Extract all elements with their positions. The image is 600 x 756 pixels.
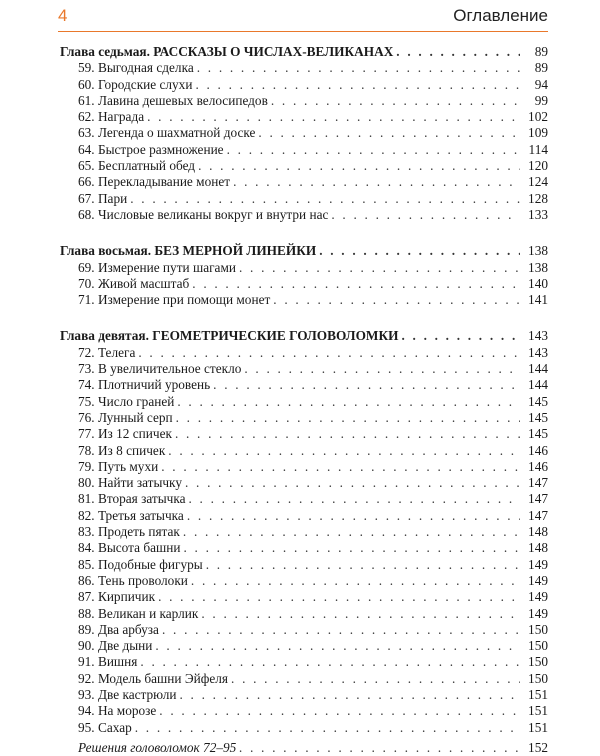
toc-entry-page: 146: [528, 458, 548, 474]
toc-entry: [60, 142, 548, 158]
toc-entry-label: 91. Вишня: [78, 654, 138, 670]
dot-leader: [273, 292, 520, 308]
dot-leader: [206, 557, 520, 573]
toc-entry-label: 84. Высота башни: [78, 540, 181, 556]
toc-entry: [60, 60, 548, 76]
toc-entry-page: 150: [528, 638, 548, 654]
toc-entry-label: 65. Бесплатный обед: [78, 158, 196, 174]
dot-leader: [198, 158, 520, 174]
chapter-heading: [60, 44, 548, 60]
toc-entry-page: 102: [528, 109, 548, 125]
toc-entry: [60, 207, 548, 223]
toc-entry-page: 149: [528, 589, 548, 605]
toc-entry-label: 61. Лавина дешевых велосипедов: [78, 92, 268, 108]
toc-entry: [60, 394, 548, 410]
chapter-gap: [60, 223, 548, 243]
toc-entry: [60, 703, 548, 719]
dot-leader: [189, 491, 521, 507]
toc-entry: [60, 125, 548, 141]
toc-entry-page: 144: [528, 377, 548, 393]
toc-entry-page: 138: [528, 259, 548, 275]
toc-entry-label: 78. Из 8 спичек: [78, 442, 166, 458]
toc-entry-page: 133: [528, 206, 548, 222]
toc-entry-label: 86. Тень проволоки: [78, 572, 188, 588]
dot-leader: [135, 720, 520, 736]
toc-entry: [60, 573, 548, 589]
toc-entry: [60, 524, 548, 540]
header-rule: [58, 31, 548, 32]
toc-entry-page: 151: [528, 686, 548, 702]
toc-entry-label: 90. Две дыни: [78, 638, 153, 654]
toc-entry-label: 95. Сахар: [78, 719, 132, 735]
toc-entry-label: 82. Третья затычка: [78, 507, 184, 523]
dot-leader: [396, 44, 520, 60]
toc-entry: [60, 654, 548, 670]
dot-leader: [244, 361, 520, 377]
toc-entry-page: 143: [528, 344, 548, 360]
dot-leader: [401, 328, 520, 344]
toc-entry: [60, 292, 548, 308]
toc-entry: [60, 638, 548, 654]
toc-entry: [60, 345, 548, 361]
chapter-heading-label: Глава девятая. ГЕОМЕТРИЧЕСКИЕ ГОЛОВОЛОМКИ: [60, 328, 399, 344]
toc-entry-page: 150: [528, 670, 548, 686]
page-number: 4: [58, 6, 68, 25]
toc-entry-label: 76. Лунный серп: [78, 409, 173, 425]
toc-entry-page: 148: [528, 540, 548, 556]
dot-leader: [130, 191, 520, 207]
toc-entry: [60, 443, 548, 459]
toc-entry-page: 146: [528, 442, 548, 458]
toc-entry: [60, 475, 548, 491]
toc-entry-label: 72. Телега: [78, 344, 136, 360]
toc-entry-label: 75. Число граней: [78, 393, 175, 409]
dot-leader: [138, 345, 520, 361]
dot-leader: [191, 573, 520, 589]
table-of-contents: [60, 44, 548, 756]
toc-entry: [60, 557, 548, 573]
toc-entry: [60, 77, 548, 93]
toc-entry: [60, 260, 548, 276]
toc-entry-label: 77. Из 12 спичек: [78, 426, 172, 442]
dot-leader: [331, 207, 520, 223]
toc-entry-page: 148: [528, 524, 548, 540]
dot-leader: [159, 703, 520, 719]
toc-entry-page: 144: [528, 361, 548, 377]
dot-leader: [239, 260, 520, 276]
toc-entry-page: 145: [528, 426, 548, 442]
dot-leader: [168, 443, 520, 459]
toc-entry-page: 128: [528, 190, 548, 206]
chapter-heading-page: 143: [528, 328, 548, 344]
solutions-entry-page: 152: [528, 739, 548, 755]
toc-entry-page: 145: [528, 409, 548, 425]
dot-leader: [155, 638, 520, 654]
toc-entry: [60, 191, 548, 207]
toc-entry-page: 147: [528, 491, 548, 507]
toc-entry-page: 147: [528, 507, 548, 523]
toc-entry-label: 74. Плотничий уровень: [78, 377, 211, 393]
chapter-heading-page: 138: [528, 243, 548, 259]
dot-leader: [187, 508, 520, 524]
toc-entry-label: 87. Кирпичик: [78, 589, 156, 605]
toc-entry-page: 149: [528, 556, 548, 572]
toc-entry-label: 85. Подобные фигуры: [78, 556, 203, 572]
toc-entry-label: 70. Живой масштаб: [78, 275, 190, 291]
toc-entry: [60, 276, 548, 292]
toc-entry-label: 62. Награда: [78, 109, 145, 125]
toc-entry-label: 59. Выгодная сделка: [78, 60, 194, 76]
toc-entry: [60, 687, 548, 703]
toc-entry-label: 73. В увеличительное стекло: [78, 361, 242, 377]
dot-leader: [201, 606, 520, 622]
toc-entry: [60, 459, 548, 475]
toc-entry: [60, 158, 548, 174]
toc-entry-page: 141: [528, 292, 548, 308]
toc-entry: [60, 410, 548, 426]
toc-entry-page: 99: [534, 92, 548, 108]
dot-leader: [140, 654, 520, 670]
solutions-entry: [60, 740, 548, 756]
dot-leader: [231, 671, 520, 687]
toc-entry: [60, 540, 548, 556]
toc-entry-page: 151: [528, 719, 548, 735]
toc-entry: [60, 361, 548, 377]
toc-entry: [60, 671, 548, 687]
toc-entry: [60, 606, 548, 622]
toc-entry: [60, 508, 548, 524]
toc-entry-label: 92. Модель башни Эйфеля: [78, 670, 229, 686]
toc-entry: [60, 491, 548, 507]
toc-entry-label: 64. Быстрое размножение: [78, 141, 224, 157]
dot-leader: [239, 740, 520, 756]
dot-leader: [179, 687, 520, 703]
solutions-entry-label: Решения головоломок 72–95: [78, 739, 237, 755]
toc-entry-label: 71. Измерение при помощи монет: [78, 292, 271, 308]
toc-entry-page: 114: [528, 141, 548, 157]
dot-leader: [176, 410, 520, 426]
toc-entry-page: 150: [528, 654, 548, 670]
dot-leader: [227, 142, 520, 158]
chapter-heading-label: Глава седьмая. РАССКАЗЫ О ЧИСЛАХ-ВЕЛИКАНАХ: [60, 44, 394, 59]
chapter-heading-label: Глава восьмая. БЕЗ МЕРНОЙ ЛИНЕЙКИ: [60, 243, 317, 259]
toc-entry-label: 66. Перекладывание монет: [78, 174, 231, 190]
toc-entry: [60, 426, 548, 442]
dot-leader: [183, 524, 520, 540]
toc-entry-page: 147: [528, 475, 548, 491]
toc-entry: [60, 93, 548, 109]
chapter-heading: [60, 328, 548, 344]
toc-entry-page: 140: [528, 275, 548, 291]
dot-leader: [192, 276, 520, 292]
toc-entry: [60, 377, 548, 393]
toc-entry-page: 150: [528, 621, 548, 637]
dot-leader: [147, 109, 520, 125]
chapter-gap: [60, 308, 548, 328]
toc-entry-page: 124: [528, 174, 548, 190]
toc-entry-label: 88. Великан и карлик: [78, 605, 199, 621]
toc-entry: [60, 109, 548, 125]
toc-entry-label: 93. Две кастрюли: [78, 686, 177, 702]
chapter-heading: [60, 243, 548, 259]
toc-entry-page: 149: [528, 605, 548, 621]
dot-leader: [161, 459, 520, 475]
toc-entry-page: 109: [528, 125, 548, 141]
toc-entry-label: 68. Числовые великаны вокруг и внутри нас: [78, 206, 329, 222]
running-title: Оглавление: [453, 6, 548, 25]
toc-entry-page: 94: [534, 76, 548, 92]
toc-entry: [60, 174, 548, 190]
dot-leader: [258, 125, 520, 141]
dot-leader: [162, 622, 520, 638]
page-header: [58, 4, 548, 30]
toc-entry-label: 94. На морозе: [78, 703, 157, 719]
dot-leader: [177, 394, 520, 410]
toc-entry-page: 145: [528, 393, 548, 409]
toc-entry-label: 80. Найти затычку: [78, 475, 182, 491]
toc-entry-label: 79. Путь мухи: [78, 458, 159, 474]
toc-entry-page: 120: [528, 158, 548, 174]
dot-leader: [213, 377, 520, 393]
dot-leader: [175, 426, 520, 442]
toc-entry-label: 60. Городские слухи: [78, 76, 193, 92]
dot-leader: [158, 589, 520, 605]
dot-leader: [233, 174, 520, 190]
toc-entry: [60, 622, 548, 638]
toc-entry-label: 67. Пари: [78, 190, 128, 206]
dot-leader: [319, 243, 520, 259]
dot-leader: [183, 540, 520, 556]
toc-entry-label: 69. Измерение пути шагами: [78, 259, 236, 275]
dot-leader: [195, 77, 520, 93]
chapter-heading-page: 89: [534, 44, 548, 59]
toc-entry-label: 81. Вторая затычка: [78, 491, 186, 507]
toc-entry: [60, 720, 548, 736]
toc-entry: [60, 589, 548, 605]
toc-entry-page: 89: [534, 60, 548, 76]
toc-entry-label: 83. Продеть пятак: [78, 524, 180, 540]
dot-leader: [197, 60, 520, 76]
toc-entry-page: 149: [528, 572, 548, 588]
dot-leader: [271, 93, 520, 109]
dot-leader: [185, 475, 520, 491]
toc-entry-label: 63. Легенда о шахматной доске: [78, 125, 256, 141]
toc-entry-page: 151: [528, 703, 548, 719]
toc-entry-label: 89. Два арбуза: [78, 621, 159, 637]
